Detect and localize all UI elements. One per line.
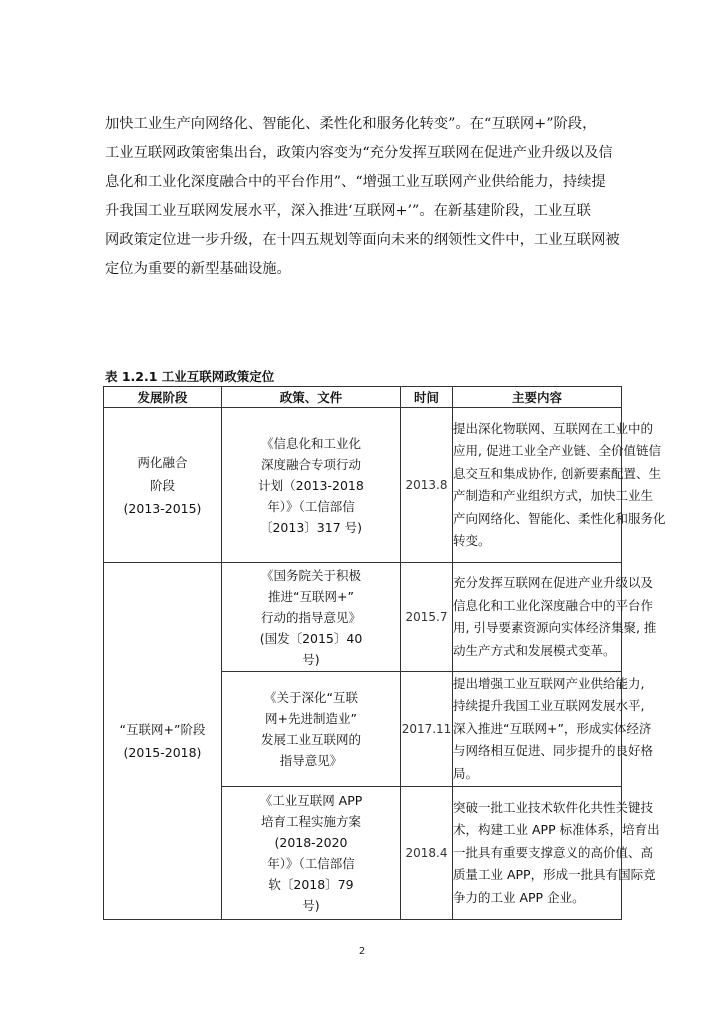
content-line: 局。: [453, 765, 479, 781]
body-paragraph: [105, 110, 621, 284]
header-time: 时间: [401, 387, 453, 408]
page-number: 2: [358, 946, 366, 957]
paragraph-line: 息化和工业化深度融合中的平台作用”、“增强工业互联网产业供给能力，持续提: [105, 174, 606, 190]
policy-doc-line: 网+先进制造业”: [265, 711, 357, 726]
policy-table: [103, 386, 666, 920]
policy-doc-line: (2018-2020: [274, 835, 348, 850]
policy-doc-cell: [222, 408, 401, 563]
content-line: 深入推进“互联网+”，形成实体经济: [453, 720, 652, 736]
content-line: 一批具有重要支撑意义的高价值、高: [453, 844, 654, 860]
content-line: 信息化和工业化深度融合中的平台作: [453, 597, 654, 613]
policy-doc-line: 软〔2018〕79: [268, 877, 354, 892]
policy-doc-line: 培育工程实施方案: [260, 814, 361, 829]
table-caption: 表 1.2.1 工业互联网政策定位: [105, 369, 275, 384]
table-header-row: [104, 387, 622, 408]
paragraph-line: 定位为重要的新型基础设施。: [105, 261, 291, 277]
content-cell: [453, 408, 666, 563]
table-row: [104, 563, 622, 672]
stage-text: (2015-2018): [123, 745, 202, 760]
content-line: 提出增强工业互联网产业供给能力,: [453, 675, 645, 691]
policy-doc-cell: [222, 563, 401, 672]
paragraph-line: 升我国工业互联网发展水平，深入推进‘互联网+’”。在新基建阶段，工业互联: [105, 203, 591, 219]
time-cell: 2013.8: [401, 408, 453, 563]
paragraph-line: 工业互联网政策密集出台，政策内容变为“充分发挥互联网在促进产业升级以及信: [105, 145, 613, 161]
content-line: 产制造和产业组织方式，加快工业生: [453, 488, 654, 503]
content-line: 产向网络化、智能化、柔性化和服务化: [453, 510, 666, 526]
content-line: 动生产方式和发展模式变革。: [453, 642, 616, 658]
policy-doc-line: 〔2013〕317 号): [259, 519, 363, 535]
content-line: 应用, 促进工业全产业链、全价值链信: [453, 443, 661, 458]
table-row: [104, 408, 622, 563]
policy-doc-line: 《国务院关于积极: [260, 567, 361, 583]
policy-doc-line: 年）》（工信部信: [267, 498, 355, 514]
policy-doc-line: 号): [302, 898, 320, 913]
policy-doc-line: 发展工业互联网的: [260, 732, 361, 747]
content-cell: [453, 563, 657, 672]
stage-cell: [104, 408, 222, 563]
stage-cell: [104, 563, 222, 920]
content-line: 充分发挥互联网在促进产业升级以及: [453, 575, 654, 590]
policy-doc-line: 推进“互联网+”: [268, 588, 354, 604]
policy-doc-line: 《关于深化“互联: [264, 690, 358, 705]
policy-doc-line: 《信息化和工业化: [260, 435, 361, 451]
policy-doc-line: 《工业互联网 APP: [259, 793, 363, 808]
content-line: 争力的工业 APP 企业。: [453, 889, 585, 905]
policy-doc-line: 年）》（工信部信: [267, 856, 355, 871]
content-line: 突破一批工业技术软件化共性关键技: [453, 799, 654, 815]
stage-text: (2013-2015): [123, 500, 202, 516]
policy-doc-line: (国发〔2015〕40: [259, 630, 363, 646]
paragraph-line: 网政策定位进一步升级，在十四五规划等面向未来的纲领性文件中，工业互联网被: [105, 232, 620, 248]
policy-doc-line: 深度融合专项行动: [260, 456, 361, 472]
header-content: 主要内容: [453, 387, 622, 408]
content-line: 用, 引导要素资源向实体经济集聚, 推: [453, 620, 657, 635]
policy-doc-line: 行动的指导意见》: [260, 609, 361, 625]
content-line: 术，构建工业 APP 标准体系，培育出: [453, 822, 660, 838]
content-line: 与网络相互促进、同步提升的良好格: [453, 743, 654, 759]
header-stage: 发展阶段: [104, 387, 222, 408]
time-cell: 2018.4: [401, 787, 453, 920]
stage-text: 两化融合: [137, 454, 188, 470]
policy-doc-cell: [222, 672, 401, 787]
policy-doc-line: 指导意见》: [279, 753, 343, 768]
time-cell: 2017.11: [401, 672, 453, 787]
content-line: 转变。: [453, 533, 491, 548]
policy-doc-line: 号): [302, 651, 320, 667]
content-line: 息交互和集成协作, 创新要素配置、生: [453, 465, 661, 481]
header-policy: 政策、文件: [222, 387, 401, 408]
content-line: 持续提升我国工业互联网发展水平,: [453, 698, 645, 714]
content-line: 质量工业 APP，形成一批具有国际竞: [453, 867, 656, 883]
stage-text: “互联网+”阶段: [119, 722, 206, 737]
policy-doc-cell: [222, 787, 401, 920]
content-line: 提出深化物联网、互联网在工业中的: [453, 420, 654, 436]
paragraph-line: 加快工业生产向网络化、智能化、柔性化和服务化转变”。在“互联网+”阶段，: [105, 116, 597, 132]
content-cell: [453, 672, 654, 787]
time-cell: 2015.7: [401, 563, 453, 672]
stage-text: 阶段: [149, 477, 175, 493]
policy-doc-line: 计划（2013-2018: [258, 477, 364, 493]
content-cell: [453, 787, 660, 920]
